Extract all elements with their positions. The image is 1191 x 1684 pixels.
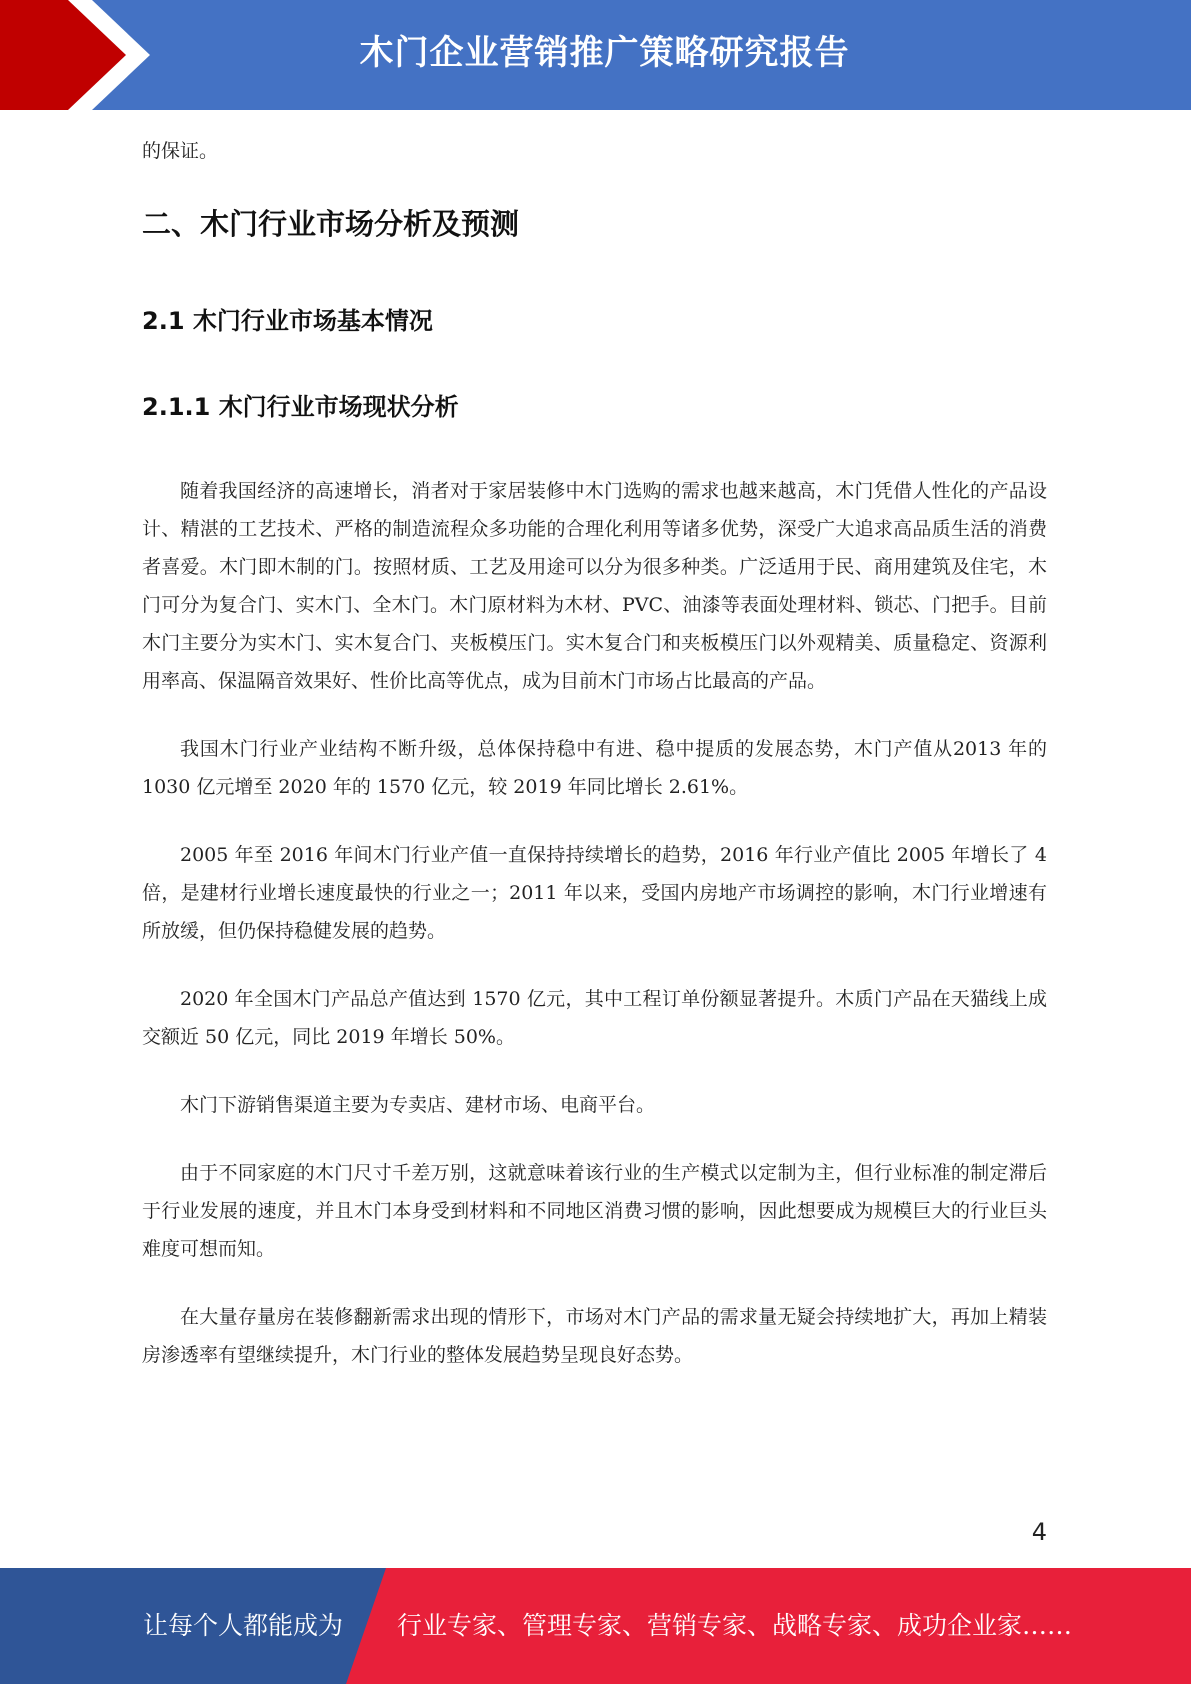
- subsubsection-title: 2.1.1 木门行业市场现状分析: [142, 393, 459, 421]
- page-footer: [0, 1568, 1191, 1684]
- page-header: [0, 0, 1191, 110]
- subsection-title: 2.1 木门行业市场基本情况: [142, 307, 433, 335]
- paragraph: 在大量存量房在装修翻新需求出现的情形下，市场对木门产品的需求量无疑会持续地扩大，再加上精装房渗透率有望继续提升，木门行业的整体发展趋势呈现良好态势。: [142, 1306, 1047, 1366]
- page-number: 4: [1031, 1518, 1047, 1546]
- paragraph: 由于不同家庭的木门尺寸千差万别，这就意味着该行业的生产模式以定制为主，但行业标准的制定滞后于行业发展的速度，并且木门本身受到材料和不同地区消费习惯的影响，因此想要成为规模巨大的行业巨头难度可想而知。: [142, 1162, 1047, 1260]
- paragraph: 木门下游销售渠道主要为专卖店、建材市场、电商平台。: [180, 1094, 656, 1116]
- report-title: 木门企业营销推广策略研究报告: [359, 33, 850, 73]
- continuation-text: 的保证。: [142, 140, 219, 162]
- page-content: [142, 132, 1047, 1404]
- footer-slogan-left: 让每个人都能成为: [143, 1611, 344, 1640]
- section-title: 二、木门行业市场分析及预测: [142, 207, 520, 241]
- paragraph: 2005 年至 2016 年间木门行业产值一直保持持续增长的趋势，2016 年行业产值比 2005 年增长了 4 倍，是建材行业增长速度最快的行业之一；2011 年以来，受国内房地产市场调控的影响，木门行业增速有所放缓，但仍保持稳健发展的趋势。: [142, 844, 1047, 942]
- paragraph: 2020 年全国木门产品总产值达到 1570 亿元，其中工程订单份额显著提升。木质门产品在天猫线上成交额近 50 亿元，同比 2019 年增长 50%。: [142, 988, 1047, 1048]
- paragraph: 我国木门行业产业结构不断升级，总体保持稳中有进、稳中提质的发展态势，木门产值从2013 年的 1030 亿元增至 2020 年的 1570 亿元，较 2019 年同比增长 2.61%。: [142, 738, 1047, 798]
- footer-slogan-right: 行业专家、管理专家、营销专家、战略专家、成功企业家……: [397, 1611, 1073, 1640]
- paragraph: 随着我国经济的高速增长，消者对于家居装修中木门选购的需求也越来越高，木门凭借人性化的产品设计、精湛的工艺技术、严格的制造流程众多功能的合理化利用等诸多优势，深受广大追求高品质生活的消费者喜爱。木门即木制的门。按照材质、工艺及用途可以分为很多种类。广泛适用于民、商用建筑及住宅，木门可分为复合门、实木门、全木门。木门原材料为木材、PVC、油漆等表面处理材料、锁芯、门把手。目前木门主要分为实木门、实木复合门、夹板模压门。实木复合门和夹板模压门以外观精美、质量稳定、资源利用率高、保温隔音效果好、性价比高等优点，成为目前木门市场占比最高的产品。: [142, 480, 1047, 692]
